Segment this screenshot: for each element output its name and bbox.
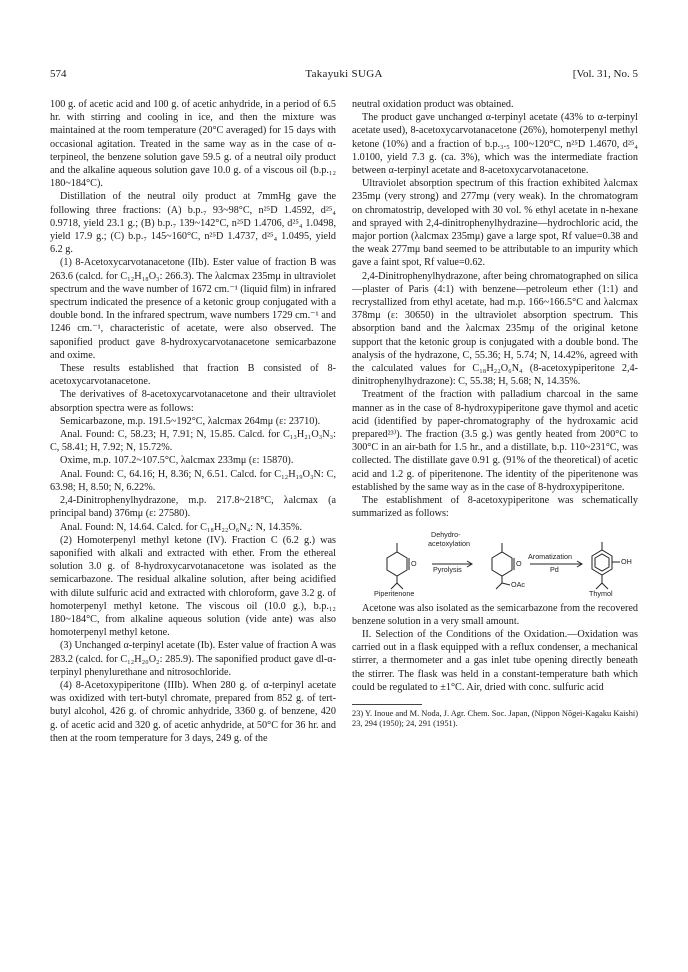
step1-condition: Pyrolysis [433,564,462,574]
paragraph: neutral oxidation product was obtained. [352,99,514,110]
paragraph: Acetone was also isolated as the semicarbazone from the recovered benzene solution in a very small amount. [352,602,638,627]
paragraph: The derivatives of 8-acetoxycarvotanacetone and their ultraviolet absorption spectra were as follows: [50,389,336,414]
footnote: 23) Y. Inoue and M. Noda, J. Agr. Chem. Soc. Japan, (Nippon Nōgei-Kagaku Kaishi) 23, 294 (1950); 24, 291 (1951). [352,708,638,729]
step2-condition: Pd [550,564,559,574]
paragraph: Treatment of the fraction with palladium charcoal in the same manner as in the case of 8-hydroxypiperitone gave thymol and acetic acid (identified by paper-chromatography of the hydroxamic acid prepared²³⁾). The fraction (3.5 g.) was gently heated from 200°C to 300°C in an air-bath for 1.5 hr., and a distillate, b.p. 110~231°C, was collected. The distillate gave 0.91 g. (91% of the theoretical) of acetic acid and 1.2 g. of piperitenone. The identity of the piperitenone was established by the same way as in the case of 8-hydroxypiperitone. [352,389,638,493]
left-column [50,98,336,745]
paragraph: Semicarbazone, m.p. 191.5~192°C, λalcmax 264mμ (ε: 23710). [60,415,321,427]
paragraph: The establishment of 8-acetoxypiperitone was schematically summarized as follows: [352,495,638,520]
oxygen-label: O [516,558,522,568]
paragraph: 2,4-Dinitrophenylhydrazone, after being chromatographed on silica—plaster of Paris (4:1) with benzene—petroleum ether (1:1) and recrystallized from ethyl acetate, had m.p. 166~166.5°C and λalcmax 378mμ (ε: 30650) in the ultraviolet absorption spectrum. This absorption band and the λalcmax 235mμ of the original ketone support that the ketonic group is conjugated with a double bond. The analysis of the hydrazone, C, 55.36; H, 5.74; N, 14.42%, agreed with the calculated values for C₁₈H₂₂O₆N₄ (8-acetoxypiperitone 2,4-dinitrophenylhydrazone): C, 55.38; H, 5.68; N, 14.35%. [352,270,638,388]
compound-label-piperitenone: Piperitenone [374,588,415,598]
page-header [50,68,638,84]
paragraph: II. Selection of the Conditions of the Oxidation.—Oxidation was carried out in a flask equipped with a reflux condenser, a mechanical stirrer, a thermometer and a gas inlet tube opening directly beneath the stirrer. The flask was held in a constant-temperature bath which could be regulated to ±1°C. Air, dried with conc. sulfuric acid [352,628,638,693]
analysis-line: Anal. Found: N, 14.64. Calcd. for C₁₈H₂₂O₆N₄: N, 14.35%. [60,521,303,533]
analysis-line: Anal. Found: C, 64.16; H, 8.36; N, 6.51. Calcd. for C₁₂H₁₉O₃N: C, 63.98; H, 8.50; N, 6.22%. [50,468,336,493]
piperitenone-ring [387,552,407,576]
oxygen-label: O [411,558,417,568]
running-title: Takayuki SUGA [305,68,383,80]
paragraph: (4) 8-Acetoxypiperitone (IIIb). When 280 g. of α-terpinyl acetate was oxidized with tert-butyl chromate, prepared from 852 g. of tert-butyl alcohol, 426 g. of chromic anhydride, 3360 g. of benzene, 420 g. of acetic acid and 320 g. of acetic anhydride, at 50°C for 36 hr. and then at the room temperature for 3 days, 249 g. of the [50,679,336,744]
paragraph: These results established that fraction B consisted of 8-acetoxycarvotanacetone. [50,363,336,388]
step1-label: Dehydro- [431,529,461,539]
oh-label: OH [621,556,632,566]
acetoxypiperitone-ring [492,552,512,576]
paragraph: 2,4-Dinitrophenylhydrazone, m.p. 217.8~218°C, λalcmax (a principal band) 376mμ (ε: 27580). [50,495,336,520]
volume-issue: [Vol. 31, No. 5 [572,68,638,80]
paragraph: 100 g. of acetic acid and 100 g. of acetic anhydride, in a period of 6.5 hr. with stirring and cooling in ice, and then the mixture was maintained at the room temperature (20°C averaged) for 15 days with occasional agitation. Treated in the same way as in the case of α-terpineol, the benzene solution gave 59.5 g. of a neutral oily product and the alkaline aqueous solution gave 10.0 g. of a viscous oil (b.p.₁₂ 180~184°C). [50,99,336,190]
paragraph: Distillation of the neutral oily product at 7mmHg gave the following three fractions: (A) b.p.₇ 93~98°C, n²⁵D 1.4592, d²⁵₄ 0.9718, yield 23.1 g.; (B) b.p.₇ 139~142°C, n²⁵D 1.4706, d²⁵₄ 1.0498, yield 17.9 g.; (C) b.p.₇ 145~160°C, n²⁵D 1.4737, d²⁵₄ 1.0495, yield 6.2 g. [50,191,336,256]
step1-label: acetoxylation [428,538,470,548]
paragraph: Oxime, m.p. 107.2~107.5°C, λalcmax 233mμ (ε: 15870). [60,455,294,467]
paragraph: The product gave unchanged α-terpinyl acetate (43% to α-terpinyl acetate used), 8-acetoxycarvotanacetone (26%), homoterpenyl methyl ketone (10%) and a fraction of b.p.₃.₅ 100~120°C, n²⁵D 1.4670, d²⁵₄ 1.0100, yield 7.3 g. (ca. 3%), which was the intermediate fraction between α-terpinyl acetate and 8-acetoxycarvotanacetone. [352,112,638,177]
page-number: 574 [50,68,67,80]
reaction-scheme-drawing [352,525,638,599]
right-column [352,98,638,730]
paragraph: (1) 8-Acetoxycarvotanacetone (IIb). Ester value of fraction B was 263.6 (calcd. for C₁₂H₁₈O₃: 266.3). The λalcmax 235mμ in ultraviolet spectrum and the wave number of 1672 cm.⁻¹ (liquid film) in infrared spectrum indicated the presence of a ketonic group conjugated with a double bond. In the infrared spectrum, wave numbers 1729 cm.⁻¹ and 1246 cm.⁻¹, characteristic of acetate, were also observed. The saponified product gave 8-hydroxycarvotanacetone semicarbazone and oxime. [50,257,336,361]
compound-label-thymol: Thymol [589,588,613,598]
analysis-line: Anal. Found: C, 58.23; H, 7.91; N, 15.85. Calcd. for C₁₃H₂₁O₃N₃: C, 58.41; H, 7.92; N, 15.72%. [50,429,336,454]
step2-label: Aromatization [528,551,572,561]
oac-label: OAc [511,579,525,589]
paragraph: (2) Homoterpenyl methyl ketone (IV). Fraction C (6.2 g.) was saponified with alkali and extracted with ether. From the ethereal solution 3.0 g. of 8-hydroxycarvotanacetone was isolated as the semicarbazone. The residual alkaline solution, after being acidified with dilute sulfuric acid and extracted with chloroform, gave 3.2 g. of homoterpenyl methyl ketone. The viscous oil (10.0 g.), b.p.₁₂ 180~184°C, from alkaline aqueous solution (vide ante) was also homoterpenyl methyl ketone. [50,534,336,639]
footnote-divider [352,704,422,705]
reaction-scheme [352,525,638,599]
paragraph: Ultraviolet absorption spectrum of this fraction exhibited λalcmax 235mμ (very strong) and 277mμ (very weak). In the chromatogram on chromatostrip, developed with 30 vol. % ethyl acetate in n-hexane and sprayed with 2,4-dinitrophenylhydrazine—hydrochloric acid, the major portion (λalcmax 235mμ) gave a large spot, Rf value=0.38 and the weak 277mμ band seemed to be attributable to an impurity which gave a faint spot, Rf value=0.62. [352,178,638,269]
paragraph: (3) Unchanged α-terpinyl acetate (Ib). Ester value of fraction A was 283.2 (calcd. for C₁₂H₂₀O₂: 285.9). The saponified product gave dl-α-terpinyl phenylurethane and nitrosochloride. [50,640,336,678]
